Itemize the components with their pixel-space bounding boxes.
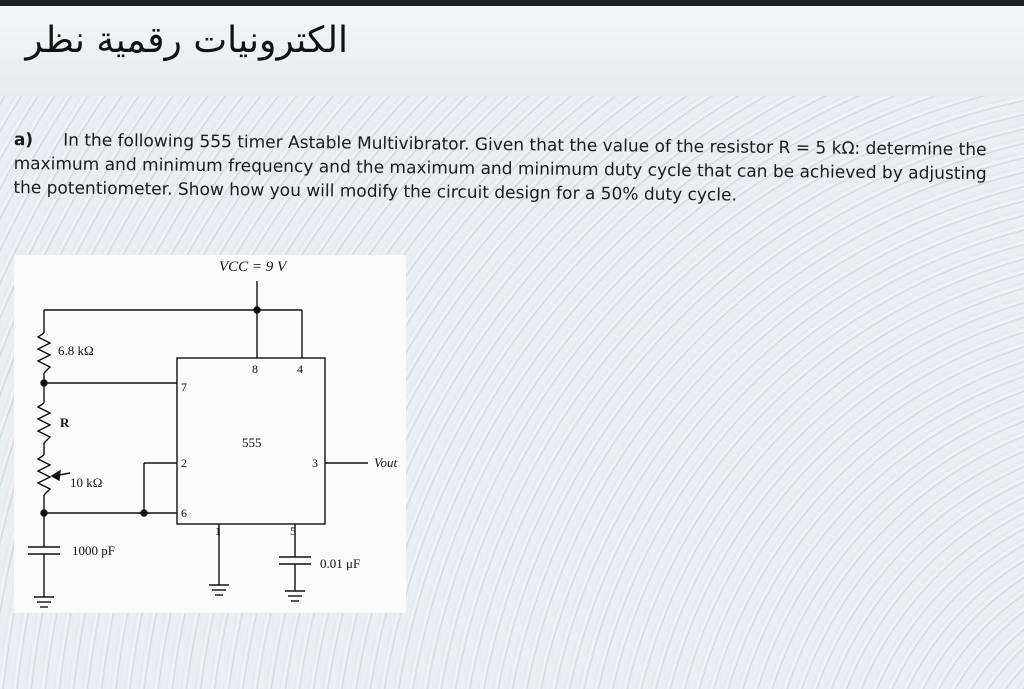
vcc-label: VCC = 9 V — [219, 259, 287, 275]
pin-1-label: 1 — [215, 524, 221, 538]
r1-label: 6.8 kΩ — [58, 343, 94, 358]
pin-4-label: 4 — [297, 362, 303, 376]
page-title: الكترونيات رقمية نظر — [25, 20, 348, 61]
circuit-diagram — [14, 255, 406, 613]
pin-6-label: 6 — [181, 506, 187, 520]
circuit-svg — [14, 255, 406, 613]
question-block — [13, 128, 994, 210]
pin-3-label: 3 — [312, 456, 318, 470]
c1-label: 1000 pF — [72, 543, 115, 558]
pin-7-label: 7 — [181, 380, 187, 394]
question-text: In the following 555 timer Astable Multivibrator. Given that the value of the resistor R = 5 kΩ: determine the maximum and minimum frequency and the maximum and minimum duty cycle that can be achieved by adjusting the potentiometer. Show how you will modify the circuit design for a 50% duty cycle. — [13, 130, 987, 206]
c2-label: 0.01 μF — [320, 556, 361, 571]
title-strip — [0, 6, 1024, 96]
r-label: R — [60, 415, 70, 430]
vout-label: Vout — [374, 455, 398, 470]
pot-label: 10 kΩ — [70, 475, 103, 490]
pin-8-label: 8 — [252, 362, 258, 376]
pin-5-label: 5 — [290, 524, 296, 538]
ic-label: 555 — [242, 435, 262, 450]
question-marker: a) — [13, 129, 34, 151]
pin-2-label: 2 — [181, 456, 187, 470]
